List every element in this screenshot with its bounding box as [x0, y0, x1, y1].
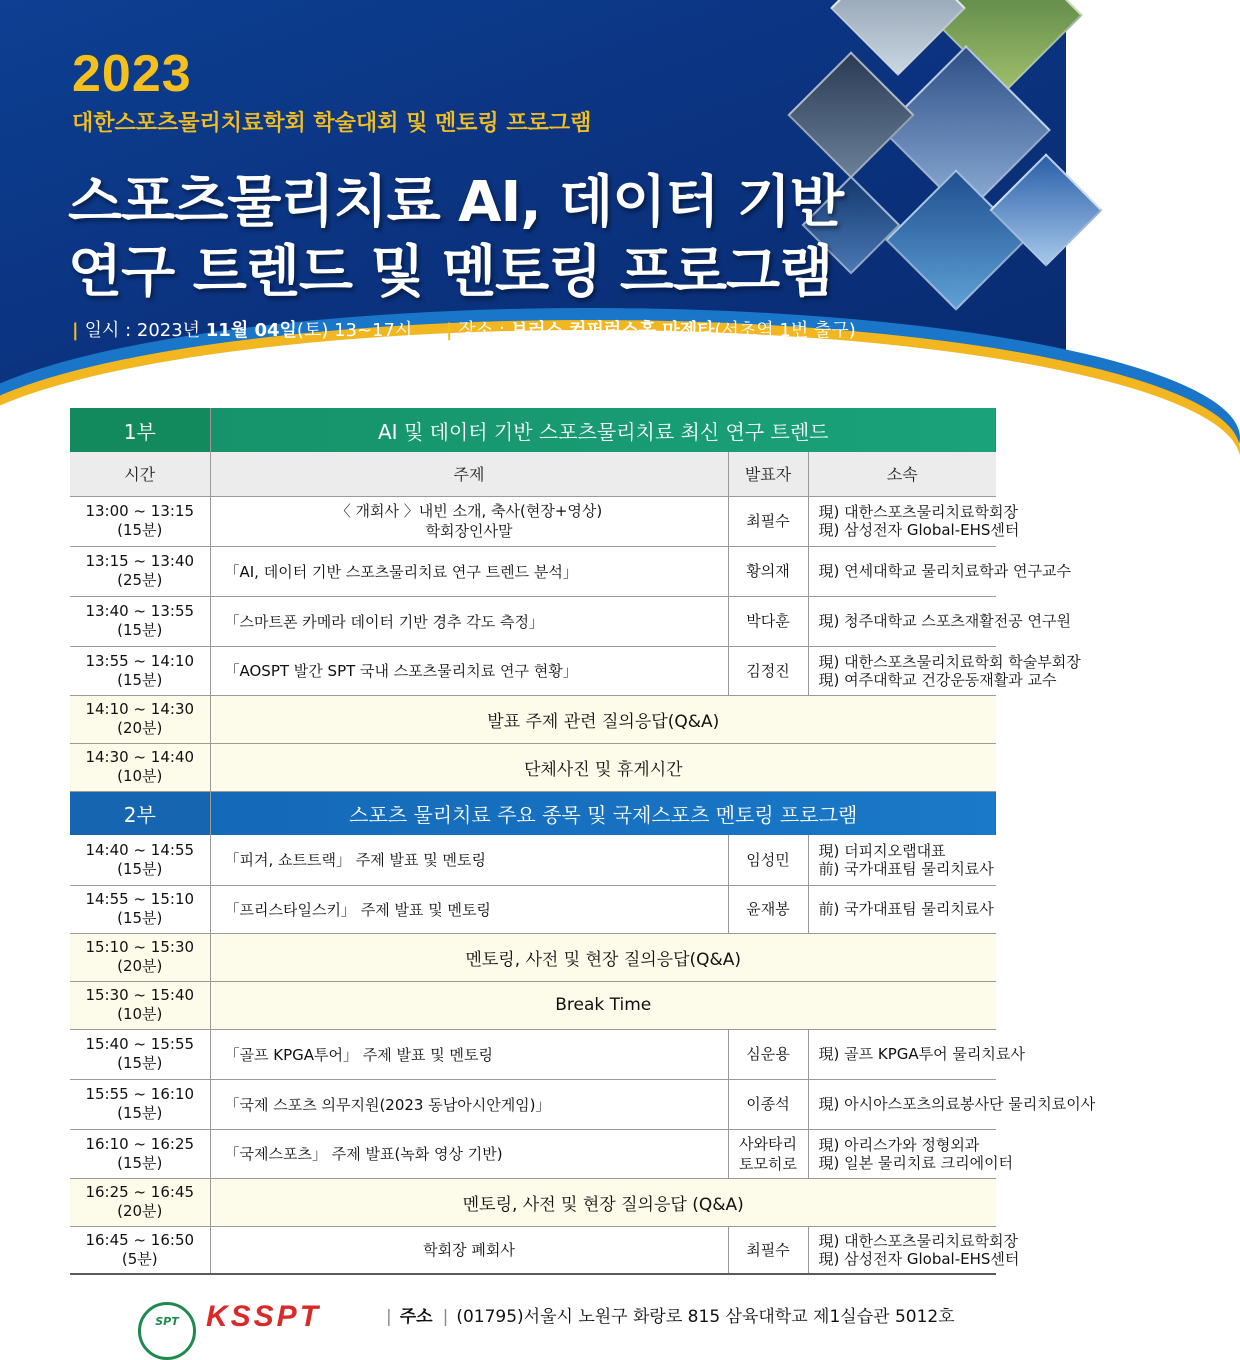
topic-cell: 「AOSPT 발간 SPT 국내 스포츠물리치료 연구 현황」	[210, 646, 728, 695]
event-subtitle: 대한스포츠물리치료학회 학술대회 및 멘토링 프로그램	[72, 111, 592, 136]
date-value: 11월 04일	[205, 320, 297, 341]
time-cell: 13:00 ~ 13:15 (15분)	[70, 496, 210, 546]
affiliation-cell: 現) 대한스포츠물리치료학회장 現) 삼성전자 Global-EHS센터	[808, 1226, 996, 1274]
time-cell: 14:30 ~ 14:40 (10분)	[70, 743, 210, 791]
column-header-affiliation: 소속	[808, 452, 996, 496]
session-span-cell: 멘토링, 사전 및 현장 질의응답(Q&A)	[210, 933, 996, 981]
affiliation-cell: 現) 연세대학교 물리치료학과 연구교수	[808, 546, 996, 596]
affiliation-cell: 現) 아리스가와 정형외과 現) 일본 물리치료 크리에이터	[808, 1129, 996, 1178]
topic-cell: 「AI, 데이터 기반 스포츠물리치료 연구 트렌드 분석」	[210, 546, 728, 596]
address-text: (01795)서울시 노원구 화랑로 815 삼육대학교 제1실습관 5012호	[456, 1307, 955, 1327]
time-cell: 15:10 ~ 15:30 (20분)	[70, 933, 210, 981]
footer-address	[386, 1302, 955, 1327]
table-row	[70, 981, 996, 1029]
address-label: 주소	[399, 1307, 433, 1327]
topic-cell: 「국제 스포츠 의무지원(2023 동남아시안게임)」	[210, 1079, 728, 1129]
speaker-cell: 황의재	[728, 546, 808, 596]
session-span-cell: 발표 주제 관련 질의응답(Q&A)	[210, 695, 996, 743]
table-row	[70, 1226, 996, 1274]
time-cell: 15:55 ~ 16:10 (15분)	[70, 1079, 210, 1129]
venue-label: 장소 :	[458, 320, 511, 341]
time-cell: 16:25 ~ 16:45 (20분)	[70, 1178, 210, 1226]
time-cell: 14:10 ~ 14:30 (20분)	[70, 695, 210, 743]
venue-rest: (서초역 1번 출구)	[714, 320, 856, 341]
time-cell: 13:40 ~ 13:55 (15분)	[70, 596, 210, 646]
topic-cell: 「스마트폰 카메라 데이터 기반 경추 각도 측정」	[210, 596, 728, 646]
speaker-cell: 최필수	[728, 1226, 808, 1274]
affiliation-cell: 現) 골프 KPGA투어 물리치료사	[808, 1029, 996, 1079]
topic-cell: 「프리스타일스키」 주제 발표 및 멘토링	[210, 885, 728, 933]
part2-header	[70, 791, 996, 835]
time-cell: 15:30 ~ 15:40 (10분)	[70, 981, 210, 1029]
topic-cell: 「피겨, 쇼트트랙」 주제 발표 및 멘토링	[210, 835, 728, 885]
speaker-cell: 심운용	[728, 1029, 808, 1079]
topic-cell: 「골프 KPGA투어」 주제 발표 및 멘토링	[210, 1029, 728, 1079]
schedule-table	[70, 408, 1096, 1275]
event-title-line2: 연구 트렌드 및 멘토링 프로그램	[68, 240, 833, 305]
event-info	[72, 316, 856, 342]
time-cell: 13:15 ~ 13:40 (25분)	[70, 546, 210, 596]
footer	[0, 1294, 1066, 1333]
date-label: 일시 : 2023년	[84, 320, 206, 341]
spt-logo-icon	[138, 1302, 196, 1360]
table-row	[70, 546, 996, 596]
column-header-topic: 주제	[210, 452, 728, 496]
table-row	[70, 646, 996, 695]
topic-cell: 〈 개회사 〉내빈 소개, 축사(현장+영상) 학회장인사말	[210, 496, 728, 546]
speaker-cell: 사와타리 토모히로	[728, 1129, 808, 1178]
table-row	[70, 1178, 996, 1226]
table-row	[70, 1029, 996, 1079]
speaker-cell: 이종석	[728, 1079, 808, 1129]
divider: |	[386, 1307, 392, 1327]
affiliation-cell: 現) 더피지오랩대표 前) 국가대표팀 물리치료사	[808, 835, 996, 885]
time-cell: 14:55 ~ 15:10 (15분)	[70, 885, 210, 933]
info-bar-icon: |	[445, 320, 453, 341]
session-span-cell: 멘토링, 사전 및 현장 질의응답 (Q&A)	[210, 1178, 996, 1226]
time-cell: 16:10 ~ 16:25 (15분)	[70, 1129, 210, 1178]
time-cell: 16:45 ~ 16:50 (5분)	[70, 1226, 210, 1274]
affiliation-cell: 前) 국가대표팀 물리치료사	[808, 885, 996, 933]
table-row	[70, 885, 996, 933]
table-row	[70, 596, 996, 646]
session-span-cell: 단체사진 및 휴게시간	[210, 743, 996, 791]
therapy-photo-tile	[885, 169, 1026, 310]
part2-label: 2부	[70, 791, 210, 835]
time-cell: 14:40 ~ 14:55 (15분)	[70, 835, 210, 885]
speaker-cell: 박다훈	[728, 596, 808, 646]
table-row	[70, 1079, 996, 1129]
topic-cell: 「국제스포츠」 주제 발표(녹화 영상 기반)	[210, 1129, 728, 1178]
part1-header	[70, 408, 996, 452]
topic-cell: 학회장 폐회사	[210, 1226, 728, 1274]
session-span-cell: Break Time	[210, 981, 996, 1029]
event-year: 2023	[72, 45, 192, 103]
affiliation-cell: 現) 대한스포츠물리치료학회장 現) 삼성전자 Global-EHS센터	[808, 496, 996, 546]
affiliation-cell: 現) 청주대학교 스포츠재활전공 연구원	[808, 596, 996, 646]
table-row	[70, 496, 996, 546]
table-row	[70, 695, 996, 743]
column-header-speaker: 발표자	[728, 452, 808, 496]
speaker-cell: 김정진	[728, 646, 808, 695]
speaker-cell: 임성민	[728, 835, 808, 885]
column-header-row	[70, 452, 996, 496]
time-cell: 13:55 ~ 14:10 (15분)	[70, 646, 210, 695]
divider: |	[442, 1307, 449, 1327]
speaker-cell: 윤재봉	[728, 885, 808, 933]
table-row	[70, 743, 996, 791]
logo-badge: SPT	[155, 1315, 179, 1328]
header-banner	[0, 0, 1066, 460]
table-row	[70, 835, 996, 885]
venue-value: 보러스 컨퍼런스홀 마젠타	[510, 320, 715, 341]
table-row	[70, 1129, 996, 1178]
part2-title: 스포츠 물리치료 주요 종목 및 국제스포츠 멘토링 프로그램	[210, 791, 996, 835]
time-cell: 15:40 ~ 15:55 (15분)	[70, 1029, 210, 1079]
event-title-line1: 스포츠물리치료 AI, 데이터 기반	[68, 170, 844, 235]
speaker-cell: 최필수	[728, 496, 808, 546]
column-header-time: 시간	[70, 452, 210, 496]
table-row	[70, 933, 996, 981]
part1-title: AI 및 데이터 기반 스포츠물리치료 최신 연구 트렌드	[210, 408, 996, 452]
part1-label: 1부	[70, 408, 210, 452]
affiliation-cell: 現) 아시아스포츠의료봉사단 물리치료이사	[808, 1079, 996, 1129]
info-bar-icon: |	[72, 320, 79, 341]
date-rest: (토) 13~17시	[296, 320, 413, 341]
affiliation-cell: 現) 대한스포츠물리치료학회 학술부회장 現) 여주대학교 건강운동재활과 교수	[808, 646, 996, 695]
ksspt-logo: KSSPT	[206, 1300, 322, 1333]
